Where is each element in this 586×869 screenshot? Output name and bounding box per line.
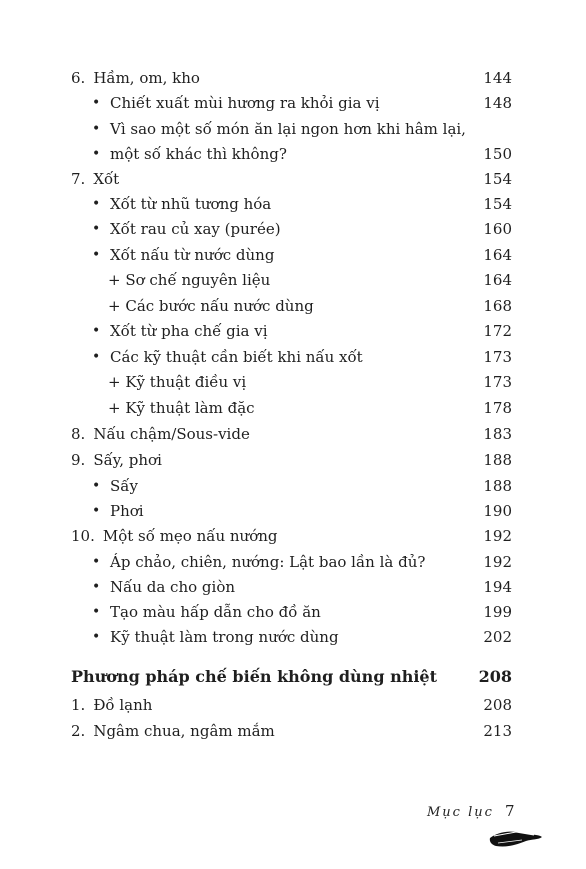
toc-entry <box>108 370 512 394</box>
entry-title: • Nấu da cho giòn <box>92 575 483 599</box>
entry-page: 192 <box>483 553 512 571</box>
entry-page: 148 <box>483 94 512 112</box>
toc-entry <box>108 294 512 318</box>
toc-entry <box>71 66 512 90</box>
toc-entry <box>92 243 512 267</box>
toc-entry <box>108 396 512 420</box>
entry-page: 173 <box>483 348 512 366</box>
entry-page: 194 <box>483 578 512 596</box>
entry-number: 8. <box>71 425 86 443</box>
entry-title: • Xốt nấu từ nước dùng <box>92 243 483 267</box>
toc-entry <box>92 142 512 166</box>
toc-entry <box>108 268 512 292</box>
entry-page: 144 <box>483 69 512 87</box>
entry-page: 154 <box>483 170 512 188</box>
toc-entry <box>92 117 512 141</box>
footer-page-number: 7 <box>505 802 515 820</box>
entry-page: 154 <box>483 195 512 213</box>
entry-page: 213 <box>483 722 512 740</box>
toc-entry <box>71 422 512 446</box>
entry-title: + Các bước nấu nước dùng <box>108 297 314 315</box>
toc-entry <box>92 600 512 624</box>
toc-entry <box>92 217 512 241</box>
entry-number: 6. <box>71 69 86 87</box>
toc-entry <box>71 719 512 743</box>
entry-number: 2. <box>71 722 86 740</box>
entry-page: 150 <box>483 145 512 163</box>
entry-title: • Áp chảo, chiên, nướng: Lật bao lần là đủ? <box>92 550 483 574</box>
entry-title: • Phơi <box>92 499 483 523</box>
entry-page: 188 <box>483 477 512 495</box>
toc-entry <box>92 575 512 599</box>
entry-title: • Tạo màu hấp dẫn cho đồ ăn <box>92 600 483 624</box>
toc-entry <box>92 91 512 115</box>
entry-page: 202 <box>483 628 512 646</box>
toc-entry <box>92 499 512 523</box>
entry-page: 172 <box>483 322 512 340</box>
entry-title: • Xốt rau củ xay (purée) <box>92 217 483 241</box>
entry-number: 1. <box>71 696 86 714</box>
entry-number: 10. <box>71 527 95 545</box>
entry-title: • Sấy <box>92 474 483 498</box>
entry-title: • một số khác thì không? <box>110 145 287 163</box>
toc-entry <box>92 474 512 498</box>
entry-page: 164 <box>483 246 512 264</box>
entry-page: 188 <box>483 451 512 469</box>
entry-number: 9. <box>71 451 86 469</box>
entry-title: • Chiết xuất mùi hương ra khỏi gia vị <box>92 91 483 115</box>
toc-entry <box>92 192 512 216</box>
entry-page: 173 <box>483 373 512 391</box>
entry-title: Nấu chậm/Sous-vide <box>93 425 250 443</box>
toc-entry <box>92 625 512 649</box>
toc-entry <box>71 693 512 717</box>
footer-section-label: Mục lục <box>427 805 494 820</box>
entry-title: Hầm, om, kho <box>93 69 200 87</box>
entry-title: Xốt <box>93 170 120 188</box>
entry-title: + Sơ chế nguyên liệu <box>108 271 271 289</box>
entry-title-continued <box>92 142 483 166</box>
entry-page: 160 <box>483 220 512 238</box>
entry-title: Phương pháp chế biến không dùng nhiệt <box>71 667 437 686</box>
entry-title: • Xốt từ nhũ tương hóa <box>92 192 483 216</box>
entry-title: Ngâm chua, ngâm mắm <box>93 722 275 740</box>
entry-title: + Kỹ thuật điều vị <box>108 373 247 391</box>
entry-title: • Kỹ thuật làm trong nước dùng <box>92 625 483 649</box>
ink-brush-mark <box>488 826 544 852</box>
entry-page: 164 <box>483 271 512 289</box>
entry-title: • Các kỹ thuật cần biết khi nấu xốt <box>92 345 483 369</box>
toc-entry <box>92 345 512 369</box>
entry-title: Sấy, phơi <box>93 451 162 469</box>
toc-section-heading <box>71 665 512 689</box>
entry-page: 183 <box>483 425 512 443</box>
entry-page: 178 <box>483 399 512 417</box>
toc-entry <box>71 524 512 548</box>
toc-entry <box>71 167 512 191</box>
entry-page: 208 <box>483 696 512 714</box>
toc-entry <box>92 550 512 574</box>
entry-number: 7. <box>71 170 86 188</box>
toc-entry <box>71 448 512 472</box>
entry-page: 208 <box>478 667 512 686</box>
entry-title: Đồ lạnh <box>93 696 153 714</box>
entry-title: Một số mẹo nấu nướng <box>102 527 278 545</box>
entry-title: • Xốt từ pha chế gia vị <box>92 319 483 343</box>
entry-page: 168 <box>483 297 512 315</box>
entry-title: • Vì sao một số món ăn lại ngon hơn khi hâm lại, <box>92 117 512 141</box>
entry-page: 199 <box>483 603 512 621</box>
entry-page: 192 <box>483 527 512 545</box>
entry-title: + Kỹ thuật làm đặc <box>108 399 255 417</box>
toc-entry <box>92 319 512 343</box>
entry-page: 190 <box>483 502 512 520</box>
